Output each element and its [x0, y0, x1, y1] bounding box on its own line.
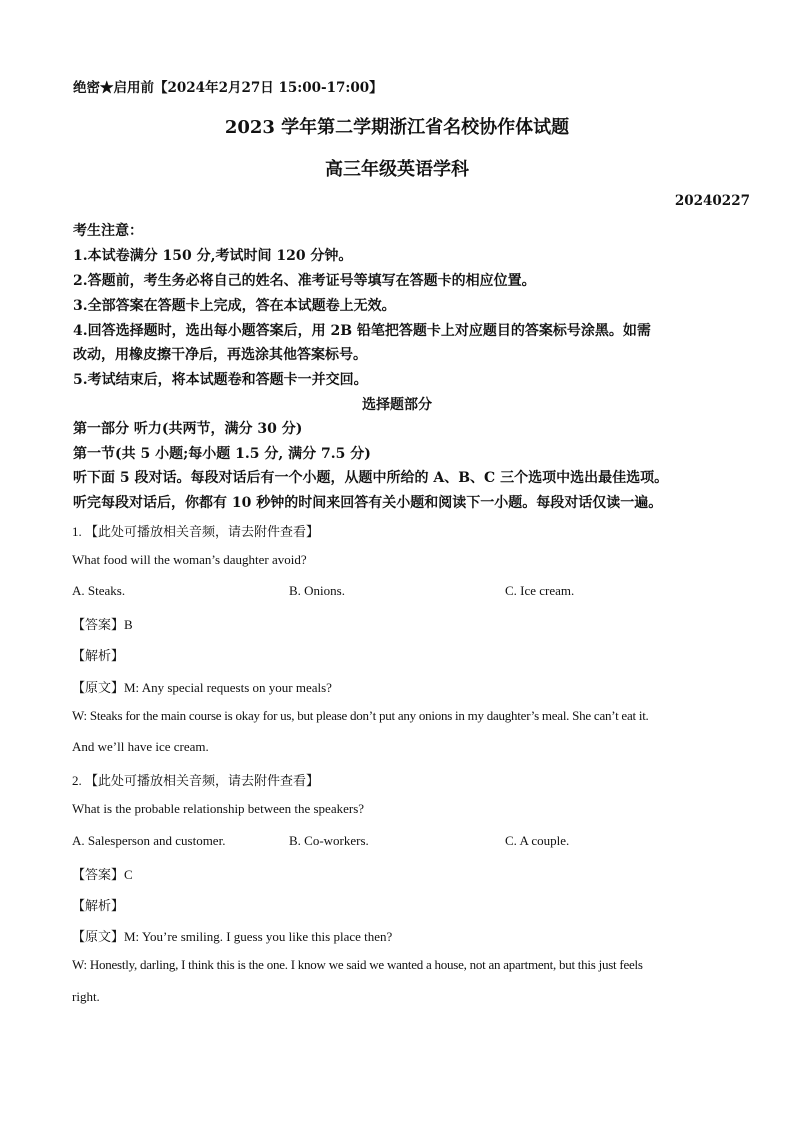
part-heading: 第一部分 听力(共两节，满分 30 分) [73, 421, 303, 437]
option-c: C. A couple. [505, 833, 570, 848]
exam-subtitle: 高三年级英语学科 [325, 159, 469, 180]
exam-title: 2023 学年第二学期浙江省名校协作体试题 [224, 117, 570, 138]
section-heading: 第一节(共 5 小题;每小题 1.5 分, 满分 7.5 分) [73, 446, 371, 462]
option-c: C. Ice cream. [505, 583, 575, 598]
option-a: A. Steaks. [72, 583, 126, 598]
transcript-line: 【原文】M: Any special requests on your meals? [72, 680, 332, 695]
option-a: A. Salesperson and customer. [72, 833, 226, 848]
transcript-line: W: Steaks for the main course is okay for us, but please don’t put any onions in my daughter’s meal. She can’t eat it. [72, 708, 649, 723]
notice-item: 改动，用橡皮擦干净后，再选涂其他答案标号。 [73, 347, 367, 363]
instruction-line: 听完每段对话后，你都有 10 秒钟的时间来回答有关小题和阅读下一小题。每段对话仅读一遍。 [73, 495, 663, 511]
transcript-line: W: Honestly, darling, I think this is the one. I know we said we wanted a house, not an apartment, but this just feels [72, 957, 643, 972]
question-text: What food will the woman’s daughter avoid? [72, 552, 307, 567]
answer-line: 【答案】C [72, 867, 133, 882]
transcript-line: right. [72, 989, 100, 1004]
option-b: B. Onions. [289, 583, 345, 598]
transcript-line: 【原文】M: You’re smiling. I guess you like this place then? [72, 929, 393, 944]
analysis-label: 【解析】 [72, 898, 125, 913]
notice-item: 3.全部答案在答题卡上完成，答在本试题卷上无效。 [73, 298, 396, 314]
notice-item: 2.答题前，考生务必将自己的姓名、准考证号等填写在答题卡的相应位置。 [73, 273, 536, 289]
notice-item: 1.本试卷满分 150 分,考试时间 120 分钟。 [73, 248, 353, 264]
confidential-header: 绝密★启用前【2024年2月27日 15:00-17:00】 [73, 80, 383, 96]
answer-line: 【答案】B [72, 617, 133, 632]
analysis-label: 【解析】 [72, 648, 125, 663]
notice-item: 4.回答选择题时，选出每小题答案后，用 2B 铅笔把答题卡上对应题目的答案标号涂黑。如需 [73, 323, 651, 339]
question-number-line: 2. 【此处可播放相关音频，请去附件查看】 [72, 773, 320, 788]
section-title: 选择题部分 [362, 397, 432, 413]
notice-item: 5.考试结束后，将本试题卷和答题卡一并交回。 [73, 372, 368, 388]
instruction-line: 听下面 5 段对话。每段对话后有一个小题，从题中所给的 A、B、C 三个选项中选出最佳选项。 [73, 470, 669, 486]
question-text: What is the probable relationship between the speakers? [72, 801, 365, 816]
question-number-line: 1. 【此处可播放相关音频，请去附件查看】 [72, 524, 320, 539]
option-b: B. Co-workers. [289, 833, 369, 848]
transcript-line: And we’ll have ice cream. [72, 739, 209, 754]
notice-heading: 考生注意： [73, 223, 143, 239]
date-code: 20240227 [674, 193, 750, 209]
